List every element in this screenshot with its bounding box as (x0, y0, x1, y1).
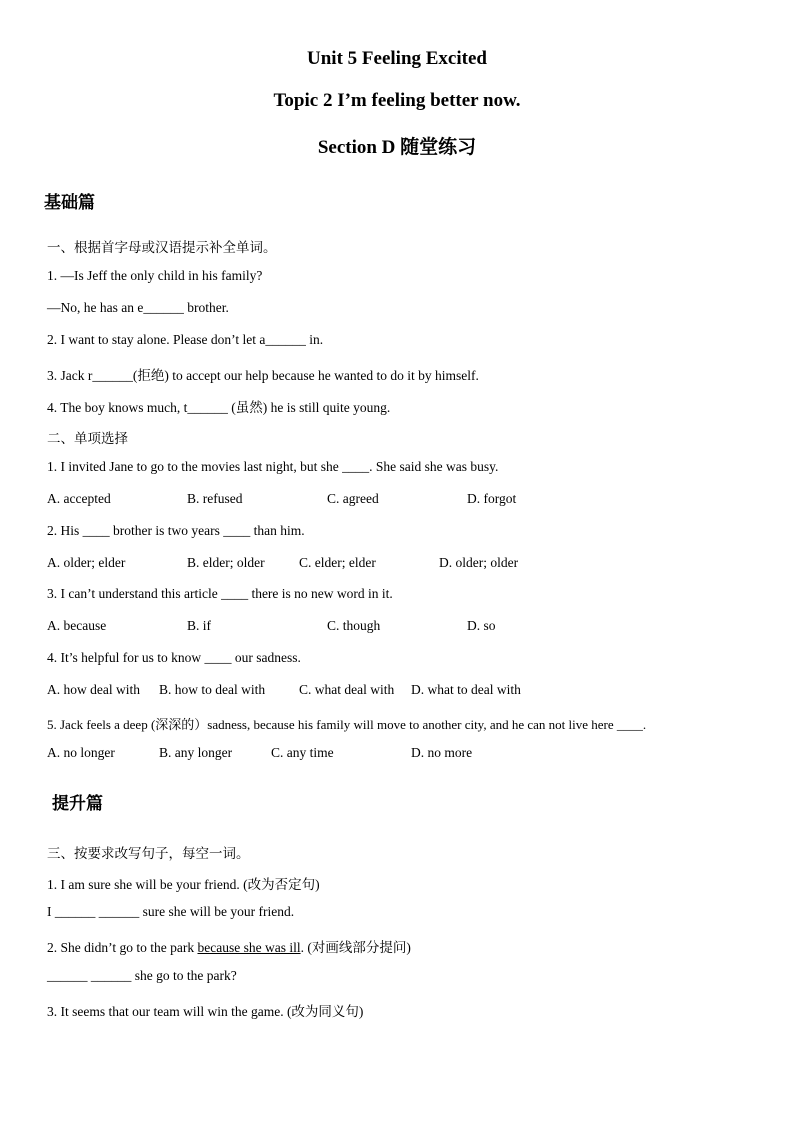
part1-line: 4. The boy knows much, t______ (虽然) he is still quite young. (47, 400, 391, 415)
option-c: C. agreed (327, 491, 379, 506)
option-a: A. because (47, 618, 107, 633)
option-d: D. no more (411, 745, 473, 760)
question-2-prefix: 2. She didn’t go to the park (47, 940, 198, 955)
part1-line: 1. —Is Jeff the only child in his family? (47, 268, 263, 283)
option-c: C. any time (271, 745, 334, 760)
underlined-phrase: because she was ill (197, 940, 301, 955)
option-a: A. no longer (47, 745, 115, 760)
option-c: C. though (327, 618, 381, 633)
section-title: Section D 随堂练习 (317, 137, 477, 158)
part1-line: 3. Jack r______(拒绝) to accept our help because he wanted to do it by himself. (47, 368, 479, 383)
option-a: A. older; elder (47, 555, 126, 570)
part3-instruction: 三、按要求改写句子，每空一词。 (47, 846, 250, 861)
basic-heading: 基础篇 (44, 193, 95, 213)
rewrite-question-2 (47, 936, 411, 956)
part1-line: —No, he has an e______ brother. (47, 300, 229, 315)
part1-line: 2. I want to stay alone. Please don’t let a______ in. (47, 332, 324, 347)
part2-instruction: 二、单项选择 (47, 431, 128, 446)
option-d: D. forgot (467, 491, 517, 506)
question-stem: 2. His ____ brother is two years ____ than him. (47, 523, 305, 538)
question-stem: 3. I can’t understand this article ____ there is no new word in it. (47, 586, 393, 601)
question-stem: 5. Jack feels a deep (深深的）sadness, because his family will move to another city, and he can not live here ____. (47, 717, 647, 732)
part1-instruction: 一、根据首字母或汉语提示补全单词。 (47, 240, 277, 255)
question-stem: 4. It’s helpful for us to know ____ our sadness. (47, 650, 301, 665)
topic-title: Topic 2 I’m feeling better now. (273, 90, 521, 111)
option-a: A. how deal with (47, 682, 140, 697)
option-d: D. so (467, 618, 496, 633)
option-c: C. elder; elder (299, 555, 376, 570)
option-b: B. how to deal with (159, 682, 266, 697)
option-b: B. any longer (159, 745, 233, 760)
option-b: B. refused (187, 491, 243, 506)
rewrite-question-1: 1. I am sure she will be your friend. (改为否定句) (47, 877, 320, 892)
option-b: B. if (187, 618, 212, 633)
option-c: C. what deal with (299, 682, 395, 697)
advanced-heading: 提升篇 (52, 794, 103, 814)
option-b: B. elder; older (187, 555, 265, 570)
question-2-suffix: . (对画线部分提问) (300, 940, 411, 955)
option-d: D. older; older (439, 555, 519, 570)
question-stem: 1. I invited Jane to go to the movies last night, but she ____. She said she was busy. (47, 459, 499, 474)
rewrite-question-3: 3. It seems that our team will win the game. (改为同义句) (47, 1004, 364, 1019)
option-d: D. what to deal with (411, 682, 521, 697)
option-a: A. accepted (47, 491, 111, 506)
rewrite-answer-2: ______ ______ she go to the park? (47, 968, 237, 983)
rewrite-answer-1: I ______ ______ sure she will be your friend. (47, 904, 295, 919)
unit-title: Unit 5 Feeling Excited (307, 48, 487, 69)
